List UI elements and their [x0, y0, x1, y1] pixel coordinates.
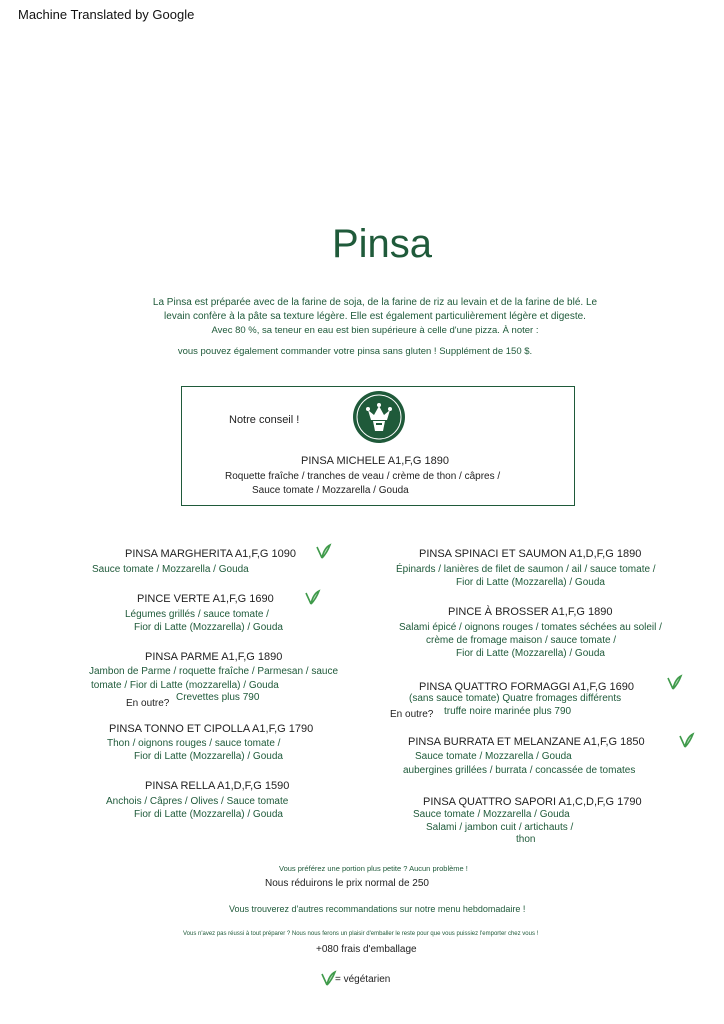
menu-item-desc: Thon / oignons rouges / sauce tomate / [107, 738, 281, 749]
vegetarian-leaf-icon [303, 589, 321, 607]
menu-item-title: PINSA PARME A1,F,G 1890 [145, 651, 283, 663]
extra-option: truffe noire marinée plus 790 [444, 706, 572, 717]
machine-translation-note: Machine Translated by Google [18, 7, 195, 22]
menu-item-title: PINSA MARGHERITA A1,F,G 1090 [125, 548, 296, 560]
menu-item-desc: Fior di Latte (Mozzarella) / Gouda [134, 751, 283, 762]
menu-item-title: PINSA SPINACI ET SAUMON A1,D,F,G 1890 [419, 548, 642, 560]
vegetarian-leaf-icon [314, 543, 332, 561]
menu-item-desc: Fior di Latte (Mozzarella) / Gouda [456, 577, 605, 588]
extra-question: En outre? [126, 698, 170, 709]
extra-question: En outre? [390, 709, 434, 720]
menu-item-desc: Sauce tomate / Mozzarella / Gouda [413, 809, 570, 820]
recommended-item-desc-2: Sauce tomate / Mozzarella / Gouda [252, 485, 409, 496]
recommended-item-desc-1: Roquette fraîche / tranches de veau / crème de thon / câpres / [225, 471, 501, 482]
vegetarian-legend: = végétarien [335, 974, 391, 985]
intro-line-2: levain confère à la pâte sa texture légère. Elle est également particulièrement légère et digeste. [164, 311, 586, 322]
menu-item-desc: Fior di Latte (Mozzarella) / Gouda [134, 622, 283, 633]
menu-item-desc: Anchois / Câpres / Olives / Sauce tomate [106, 796, 289, 807]
menu-item-desc: aubergines grillées / burrata / concassée de tomates [403, 765, 636, 776]
recommendation-label: Notre conseil ! [229, 414, 300, 426]
vegetarian-leaf-icon [677, 732, 695, 750]
menu-item-desc: Épinards / lanières de filet de saumon / ail / sauce tomate / [396, 564, 656, 575]
menu-item-desc: crème de fromage maison / sauce tomate / [426, 635, 617, 646]
intro-line-1: La Pinsa est préparée avec de la farine de soja, de la farine de riz au levain et de la farine de blé. Le [152, 297, 598, 308]
menu-item-title: PINSA QUATTRO SAPORI A1,C,D,F,G 1790 [423, 796, 642, 808]
intro-line-4: vous pouvez également commander votre pinsa sans gluten ! Supplément de 150 $. [177, 346, 533, 357]
menu-item-desc: tomate / Fior di Latte (mozzarella) / Gouda [91, 680, 279, 691]
recommended-item-title: PINSA MICHELE A1,F,G 1890 [301, 455, 449, 467]
menu-item-title: PINSA RELLA A1,D,F,G 1590 [145, 780, 290, 792]
vegetarian-leaf-icon [665, 674, 683, 692]
menu-item-title: PINSA TONNO ET CIPOLLA A1,F,G 1790 [109, 723, 314, 735]
intro-line-3: Avec 80 %, sa teneur en eau est bien supérieure à celle d'une pizza. À noter : [211, 325, 539, 336]
menu-item-title: PINCE À BROSSER A1,F,G 1890 [448, 606, 613, 618]
extra-option: Crevettes plus 790 [176, 692, 260, 703]
footer-takeaway: Vous n'avez pas réussi à tout préparer ? Nous nous ferons un plaisir d'emballer le reste pour que vous puissiez l'emporter chez vous ! [183, 931, 539, 937]
footer-weekly-menu: Vous trouverez d'autres recommandations sur notre menu hebdomadaire ! [229, 904, 526, 914]
footer-smaller-portion: Vous préférez une portion plus petite ? Aucun problème ! [279, 864, 468, 873]
menu-item-desc: Salami épicé / oignons rouges / tomates séchées au soleil / [399, 622, 662, 633]
page-title: Pinsa [331, 222, 433, 266]
menu-item-desc: Sauce tomate / Mozzarella / Gouda [92, 564, 249, 575]
menu-item-desc: Salami / jambon cuit / artichauts / [426, 822, 574, 833]
menu-item-desc: Fior di Latte (Mozzarella) / Gouda [134, 809, 283, 820]
footer-price-reduction: Nous réduirons le prix normal de 250 [265, 878, 429, 889]
menu-item-title: PINSA QUATTRO FORMAGGI A1,F,G 1690 [419, 681, 634, 693]
menu-item-desc: Sauce tomate / Mozzarella / Gouda [415, 751, 572, 762]
menu-item-desc: Légumes grillés / sauce tomate / [125, 609, 269, 620]
menu-item-desc: (sans sauce tomate) Quatre fromages différents [409, 693, 622, 704]
menu-item-desc: Jambon de Parme / roquette fraîche / Parmesan / sauce [89, 666, 339, 677]
crown-chef-logo-icon [353, 391, 405, 443]
footer-packaging-fee: +080 frais d'emballage [316, 944, 417, 955]
menu-item-title: PINSA BURRATA ET MELANZANE A1,F,G 1850 [408, 736, 645, 748]
menu-item-desc: Fior di Latte (Mozzarella) / Gouda [456, 648, 605, 659]
menu-item-title: PINCE VERTE A1,F,G 1690 [137, 593, 274, 605]
menu-item-desc: thon [516, 834, 536, 845]
